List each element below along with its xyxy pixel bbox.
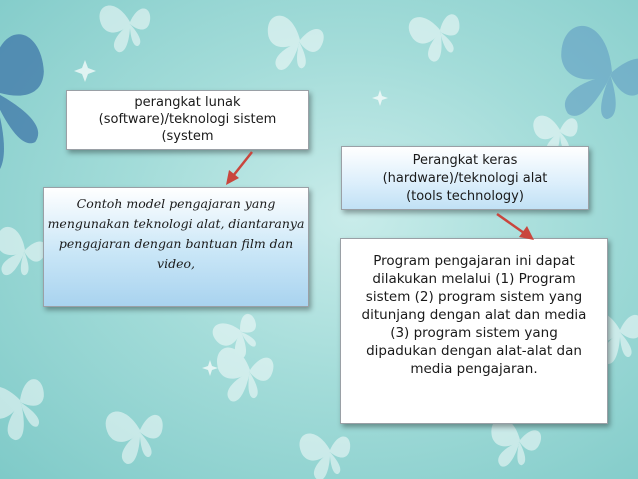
hardware-line: Perangkat keras <box>412 153 518 168</box>
butterfly-icon <box>299 434 350 479</box>
software-line: perangkat lunak <box>134 95 241 110</box>
program-line: (3) program sistem yang <box>390 325 558 341</box>
program-line: Program pengajaran ini dapat <box>373 253 575 269</box>
program-line: sistem (2) program sistem yang <box>365 289 583 305</box>
example-line: mengunakan teknologi alat, diantaranya <box>47 216 305 231</box>
star-sparkle-icon <box>372 90 388 106</box>
software-line: (system <box>161 129 214 144</box>
hardware-line: (tools technology) <box>406 189 524 204</box>
program-box <box>340 238 608 424</box>
example-line: video, <box>157 256 195 271</box>
star-sparkle-icon <box>202 360 218 376</box>
butterfly-icon <box>258 13 327 78</box>
example-line: Contoh model pengajaran yang <box>76 196 276 211</box>
hardware-line: (hardware)/teknologi alat <box>382 171 548 186</box>
butterfly-icon <box>106 411 163 464</box>
butterfly-icon <box>0 21 74 197</box>
butterfly-icon <box>99 6 150 53</box>
software-box <box>66 90 309 150</box>
hardware-box <box>341 146 589 210</box>
example-line: pengajaran dengan bantuan film dan <box>58 236 294 251</box>
program-line: media pengajaran. <box>410 361 538 377</box>
program-line: dilakukan melalui (1) Program <box>372 271 576 287</box>
program-line: ditunjang dengan alat dan media <box>361 307 587 323</box>
program-line: dipadukan dengan alat-alat dan <box>366 343 582 359</box>
example-box <box>43 187 309 307</box>
butterfly-icon <box>407 10 465 65</box>
star-sparkle-icon <box>74 60 96 82</box>
butterfly-icon <box>0 374 54 447</box>
butterfly-icon <box>483 416 544 474</box>
software-line: (software)/teknologi sistem <box>98 112 277 127</box>
